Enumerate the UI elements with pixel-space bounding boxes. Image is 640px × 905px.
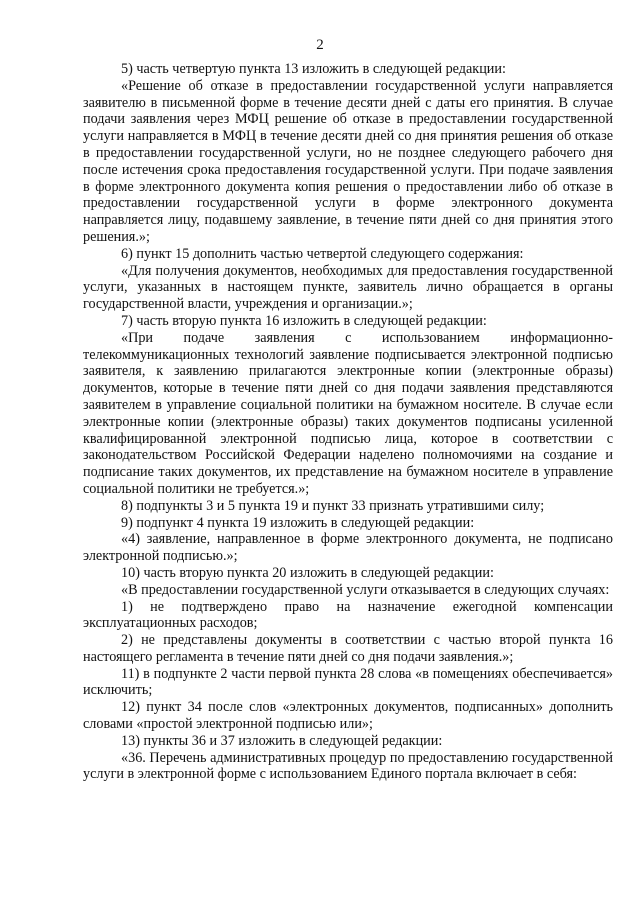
- paragraph-documents-obtaining: «Для получения документов, необходимых для предоставления государственной услуги, указанных в настоящем пункте, заявитель лично обращается в органы государственной власти, учреждения и организации.»;: [83, 262, 613, 313]
- paragraph-refusal-cases: «В предоставлении государственной услуги отказывается в следующих случаях:: [121, 581, 610, 598]
- paragraph-item-12: 12) пункт 34 после слов «электронных документов, подписанных» дополнить словами «простой электронной подписью или»;: [83, 699, 613, 733]
- page-number: 2: [316, 37, 324, 53]
- paragraph-item-7: 7) часть вторую пункта 16 изложить в следующей редакции:: [121, 312, 487, 329]
- paragraph-item-13: 13) пункты 36 и 37 изложить в следующей редакции:: [121, 732, 443, 749]
- paragraph-unsigned-application: «4) заявление, направленное в форме электронного документа, не подписано электронной подписью.»;: [83, 531, 613, 565]
- paragraph-item-11: 11) в подпункте 2 части первой пункта 28 слова «в помещениях обеспечивается» исключить;: [83, 665, 613, 699]
- paragraph-refusal-decision: «Решение об отказе в предоставлении государственной услуги направляется заявителю в письменной форме в течение десяти дней с даты его принятия. В случае подачи заявления через МФЦ решение об отказе в предоставлении государственной услуги направляется в МФЦ в течение десяти дней со дня принятия решения об отказе в предоставлении государственной услуги, но не позднее следующего рабочего дня после истечения срока предоставления государственной услуги. При подаче заявления в форме электронного документа копия решения о предоставлении либо об отказе в предоставлении государственной услуги в форме электронного документа направляется лицу, подавшему заявление, в течение пяти дней со дня принятия этого решения.»;: [83, 77, 613, 245]
- document-body: [83, 61, 613, 783]
- paragraph-refusal-case-2: 2) не представлены документы в соответствии с частью второй пункта 16 настоящего регламента в течение пяти дней со дня подачи заявления.»;: [83, 632, 613, 665]
- paragraph-item-10: 10) часть вторую пункта 20 изложить в следующей редакции:: [121, 564, 494, 581]
- paragraph-electronic-submission: «При подаче заявления с использованием информационно-телекоммуникационных технологий заявление подписывается электронной подписью заявителя, к заявлению прилагаются электронные копии (электронные образы) документов, которые в течение пяти дней со дня подачи заявления представляются заявителем в управление социальной политики на бумажном носителе. В случае если электронные копии (электронные образы) таких документов подписаны усиленной квалифицированной электронной подписью лица, которое в соответствии с законодательством Российской Федерации наделено полномочиями на создание и подписание таких документов, их представление на бумажном носителе в управление социальной политики не требуется.»;: [83, 329, 613, 497]
- paragraph-procedure-list: «36. Перечень административных процедур по предоставлению государственной услуги в электронной форме с использованием Единого портала включает в себя:: [83, 749, 613, 783]
- paragraph-item-6: 6) пункт 15 дополнить частью четвертой следующего содержания:: [121, 245, 524, 262]
- paragraph-refusal-case-1: 1) не подтверждено право на назначение ежегодной компенсации эксплуатационных расходов;: [83, 598, 613, 632]
- paragraph-item-9: 9) подпункт 4 пункта 19 изложить в следующей редакции:: [121, 514, 475, 531]
- paragraph-item-8: 8) подпункты 3 и 5 пункта 19 и пункт 33 признать утратившими силу;: [121, 497, 545, 514]
- paragraph-item-5: 5) часть четвертую пункта 13 изложить в следующей редакции:: [121, 61, 506, 77]
